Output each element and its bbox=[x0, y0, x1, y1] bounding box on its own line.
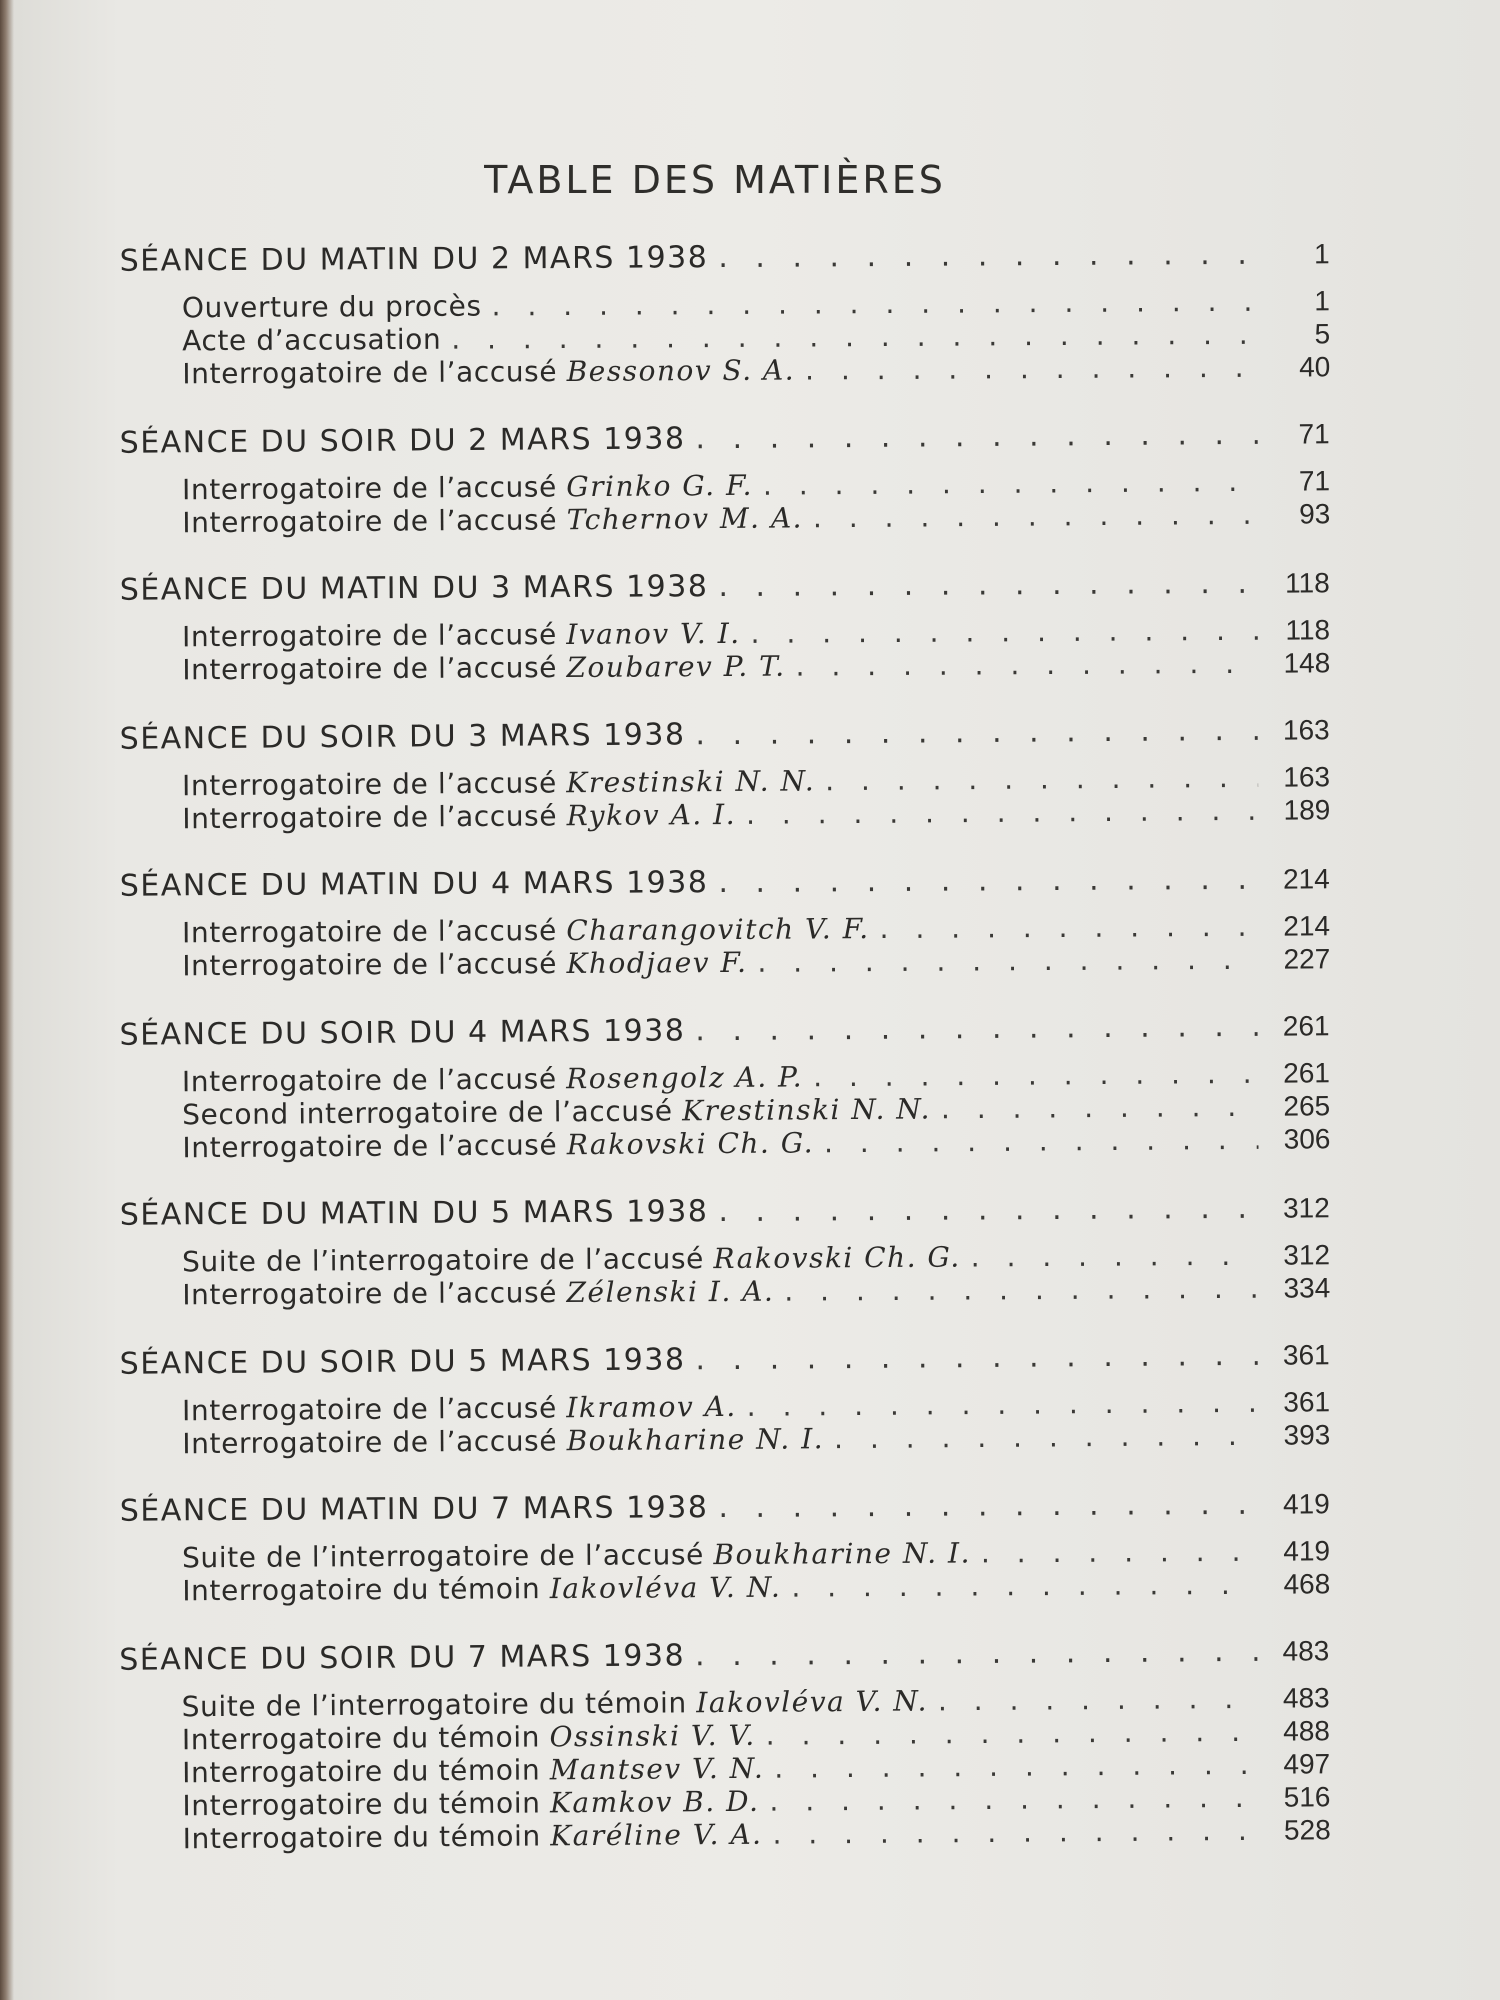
toc-entry bbox=[120, 1271, 1330, 1311]
dot-leader bbox=[786, 647, 1259, 683]
entry-label bbox=[182, 1126, 814, 1164]
entry-text: Interrogatoire de l’accusé bbox=[182, 650, 567, 687]
entry-person-name: Iakovléva V. N. bbox=[549, 1570, 782, 1606]
section-page-number: 118 bbox=[1285, 567, 1330, 599]
entry-label bbox=[182, 912, 870, 949]
entry-person-name: Bessonov S. A. bbox=[566, 353, 796, 388]
entry-text: Interrogatoire de l’accusé bbox=[181, 913, 567, 950]
entry-label bbox=[182, 501, 803, 539]
table-of-contents bbox=[120, 240, 1330, 1885]
page-binding-edge bbox=[0, 0, 14, 2000]
entry-page-number: 483 bbox=[1282, 1682, 1330, 1714]
dot-leader bbox=[708, 862, 1258, 900]
entry-text: Interrogatoire de l’accusé bbox=[182, 503, 567, 540]
entry-text: Interrogatoire du témoin bbox=[182, 1786, 551, 1823]
dot-leader bbox=[741, 614, 1259, 650]
section-heading-row bbox=[120, 1486, 1330, 1537]
entry-person-name: Krestinski N. N. bbox=[566, 764, 816, 800]
dot-leader bbox=[824, 1419, 1258, 1455]
entry-page-number: 306 bbox=[1283, 1123, 1331, 1155]
entry-page-number: 93 bbox=[1299, 498, 1331, 530]
entry-page-number: 163 bbox=[1283, 761, 1331, 793]
dot-leader bbox=[781, 1568, 1258, 1604]
entry-label bbox=[182, 764, 815, 802]
section-heading-row bbox=[120, 416, 1330, 470]
entry-text: Acte d’accusation bbox=[182, 322, 442, 358]
entry-page-number: 40 bbox=[1299, 351, 1331, 383]
entry-page-number: 148 bbox=[1283, 647, 1331, 679]
entry-label bbox=[182, 1752, 764, 1790]
entry-label bbox=[182, 1241, 961, 1279]
dot-leader bbox=[747, 943, 1258, 979]
entry-text: Interrogatoire de l’accusé bbox=[182, 799, 567, 836]
section-page-number: 71 bbox=[1298, 418, 1330, 450]
dot-leader bbox=[931, 1090, 1258, 1126]
entry-page-number: 361 bbox=[1283, 1386, 1331, 1418]
entry-page-number: 393 bbox=[1283, 1419, 1331, 1451]
entry-text: Interrogatoire de l’accusé bbox=[182, 354, 567, 391]
toc-section bbox=[120, 861, 1331, 982]
dot-leader bbox=[737, 1386, 1259, 1423]
entry-page-number: 1 bbox=[1314, 285, 1331, 317]
entry-text: Interrogatoire de l’accusé bbox=[181, 766, 567, 803]
dot-leader bbox=[870, 910, 1259, 945]
dot-leader bbox=[708, 1487, 1258, 1525]
section-heading-row bbox=[119, 1633, 1329, 1687]
section-heading-row bbox=[120, 1337, 1330, 1391]
dot-leader bbox=[764, 1748, 1258, 1785]
entry-label bbox=[182, 469, 753, 506]
entry-text: Interrogatoire de l’accusé bbox=[182, 946, 567, 983]
entry-text: Interrogatoire du témoin bbox=[181, 1720, 550, 1757]
toc-section bbox=[120, 1486, 1331, 1607]
entry-text: Interrogatoire du témoin bbox=[182, 1572, 550, 1608]
entry-page-number: 118 bbox=[1285, 614, 1331, 646]
section-page-number: 163 bbox=[1282, 714, 1330, 746]
entry-page-number: 71 bbox=[1298, 465, 1331, 497]
entry-label bbox=[182, 1536, 971, 1574]
entry-label bbox=[182, 650, 786, 687]
section-heading-row bbox=[120, 236, 1330, 287]
toc-section bbox=[120, 236, 1331, 390]
toc-section bbox=[120, 565, 1331, 686]
entry-text: Interrogatoire du témoin bbox=[182, 1819, 551, 1856]
entry-person-name: Zoubarev P. T. bbox=[566, 649, 786, 684]
entry-text: Ouverture du procès bbox=[181, 289, 482, 325]
entry-person-name: Khodjaev F. bbox=[566, 945, 748, 980]
entry-person-name: Krestinski N. N. bbox=[682, 1092, 932, 1128]
section-heading: SÉANCE DU MATIN DU 3 MARS 1938 bbox=[119, 569, 709, 608]
entry-label bbox=[182, 1275, 774, 1312]
section-heading: SÉANCE DU SOIR DU 5 MARS 1938 bbox=[119, 1342, 686, 1382]
entry-page-number: 419 bbox=[1283, 1535, 1331, 1567]
entry-text: Interrogatoire de l’accusé bbox=[181, 470, 567, 507]
dot-leader bbox=[708, 1191, 1258, 1229]
entry-label bbox=[182, 354, 795, 391]
entry-label bbox=[182, 946, 747, 982]
section-page-number: 361 bbox=[1282, 1339, 1330, 1371]
entry-label bbox=[182, 289, 482, 324]
toc-entry bbox=[120, 1567, 1330, 1607]
dot-leader bbox=[753, 465, 1258, 502]
page-title: TABLE DES MATIÈRES bbox=[484, 158, 946, 202]
entry-person-name: Kamkov B. D. bbox=[549, 1784, 760, 1820]
dot-leader bbox=[814, 1123, 1259, 1159]
entry-text: Suite de l’interrogatoire du témoin bbox=[181, 1686, 697, 1724]
entry-label bbox=[182, 617, 741, 653]
section-heading-row bbox=[119, 1008, 1329, 1062]
entry-person-name: Zélenski I. A. bbox=[566, 1274, 775, 1309]
entry-person-name: Boukharine N. I. bbox=[566, 1422, 825, 1458]
entry-page-number: 528 bbox=[1283, 1814, 1331, 1846]
section-heading: SÉANCE DU SOIR DU 4 MARS 1938 bbox=[119, 1013, 686, 1053]
entry-label bbox=[182, 1390, 737, 1427]
entry-page-number: 334 bbox=[1283, 1272, 1331, 1304]
dot-leader bbox=[685, 1338, 1257, 1377]
section-heading: SÉANCE DU MATIN DU 7 MARS 1938 bbox=[119, 1490, 709, 1529]
entry-label bbox=[183, 1818, 763, 1856]
section-heading: SÉANCE DU SOIR DU 7 MARS 1938 bbox=[119, 1638, 686, 1678]
entry-text: Suite de l’interrogatoire de l’accusé bbox=[181, 1538, 714, 1575]
dot-leader bbox=[441, 318, 1258, 356]
section-heading-row bbox=[120, 712, 1330, 766]
dot-leader bbox=[815, 761, 1258, 797]
entry-page-number: 497 bbox=[1283, 1748, 1331, 1780]
entry-label bbox=[182, 1719, 756, 1757]
dot-leader bbox=[685, 1009, 1257, 1048]
section-heading-row bbox=[120, 1190, 1330, 1241]
entry-person-name: Rykov A. I. bbox=[566, 797, 737, 833]
dot-leader bbox=[708, 237, 1258, 275]
dot-leader bbox=[971, 1535, 1258, 1570]
dot-leader bbox=[795, 351, 1258, 387]
entry-label bbox=[182, 1785, 759, 1823]
dot-leader bbox=[756, 1715, 1258, 1752]
section-page-number: 261 bbox=[1282, 1010, 1330, 1042]
entry-person-name: Charangovitch V. F. bbox=[566, 912, 870, 947]
dot-leader bbox=[685, 417, 1257, 456]
entry-page-number: 189 bbox=[1283, 794, 1331, 826]
dot-leader bbox=[759, 1781, 1258, 1818]
entry-page-number: 312 bbox=[1283, 1239, 1331, 1271]
entry-person-name: Rakovski Ch. G. bbox=[713, 1240, 961, 1276]
section-page-number: 1 bbox=[1313, 238, 1330, 270]
section-page-number: 483 bbox=[1282, 1635, 1330, 1667]
entry-label bbox=[182, 1422, 824, 1460]
toc-section bbox=[120, 1337, 1331, 1460]
entry-text: Interrogatoire de l’accusé bbox=[181, 617, 567, 654]
entry-person-name: Grinko G. F. bbox=[566, 468, 754, 504]
toc-section bbox=[119, 1008, 1330, 1164]
section-page-number: 419 bbox=[1282, 1488, 1330, 1520]
entry-page-number: 516 bbox=[1283, 1781, 1331, 1813]
entry-person-name: Mantsev V. N. bbox=[549, 1751, 765, 1787]
section-heading: SÉANCE DU SOIR DU 3 MARS 1938 bbox=[119, 717, 686, 757]
entry-page-number: 488 bbox=[1283, 1715, 1331, 1747]
toc-section bbox=[120, 712, 1331, 835]
toc-entry bbox=[120, 350, 1330, 390]
section-heading: SÉANCE DU SOIR DU 2 MARS 1938 bbox=[119, 421, 686, 461]
entry-label bbox=[182, 1060, 803, 1098]
section-heading-row bbox=[120, 861, 1330, 912]
entry-page-number: 261 bbox=[1283, 1057, 1331, 1089]
entry-text: Interrogatoire de l’accusé bbox=[181, 1391, 567, 1428]
entry-text: Interrogatoire de l’accusé bbox=[182, 1128, 567, 1165]
entry-text: Interrogatoire de l’accusé bbox=[181, 1062, 567, 1099]
dot-leader bbox=[685, 713, 1257, 752]
dot-leader bbox=[685, 1634, 1257, 1673]
section-heading-row bbox=[120, 565, 1330, 616]
entry-person-name: Ikramov A. bbox=[566, 1389, 737, 1425]
entry-person-name: Rakovski Ch. G. bbox=[566, 1126, 815, 1162]
dot-leader bbox=[774, 1272, 1258, 1308]
entry-text: Suite de l’interrogatoire de l’accusé bbox=[181, 1242, 714, 1279]
dot-leader bbox=[762, 1814, 1258, 1851]
entry-person-name: Tchernov M. A. bbox=[566, 501, 804, 537]
toc-entry bbox=[120, 942, 1330, 982]
section-page-number: 312 bbox=[1282, 1192, 1330, 1224]
toc-section bbox=[119, 1633, 1331, 1855]
toc-section bbox=[120, 1190, 1331, 1311]
entry-person-name: Ivanov V. I. bbox=[566, 616, 741, 651]
dot-leader bbox=[803, 498, 1259, 535]
section-heading: SÉANCE DU MATIN DU 5 MARS 1938 bbox=[119, 1194, 709, 1233]
entry-text: Interrogatoire de l’accusé bbox=[182, 1424, 567, 1461]
dot-leader bbox=[961, 1239, 1259, 1274]
entry-page-number: 214 bbox=[1283, 910, 1331, 942]
toc-section bbox=[120, 416, 1331, 539]
section-page-number: 214 bbox=[1282, 863, 1330, 895]
entry-label bbox=[182, 323, 441, 358]
dot-leader bbox=[736, 794, 1259, 831]
dot-leader bbox=[708, 566, 1258, 604]
entry-person-name: Karéline V. A. bbox=[550, 1817, 763, 1853]
entry-text: Interrogatoire du témoin bbox=[182, 1753, 550, 1790]
entry-person-name: Rosengolz A. P. bbox=[566, 1060, 804, 1096]
entry-page-number: 265 bbox=[1283, 1090, 1331, 1122]
toc-entry bbox=[120, 646, 1330, 686]
dot-leader bbox=[928, 1682, 1258, 1718]
entry-page-number: 5 bbox=[1314, 318, 1331, 350]
entry-label bbox=[182, 1571, 781, 1608]
entry-text: Second interrogatoire de l’accusé bbox=[182, 1094, 683, 1132]
entry-person-name: Ossinski V. V. bbox=[549, 1718, 756, 1754]
section-heading: SÉANCE DU MATIN DU 2 MARS 1938 bbox=[119, 240, 709, 279]
entry-label bbox=[182, 798, 736, 835]
entry-person-name: Boukharine N. I. bbox=[713, 1536, 972, 1572]
entry-page-number: 468 bbox=[1283, 1568, 1331, 1600]
entry-text: Interrogatoire de l’accusé bbox=[182, 1275, 567, 1312]
entry-page-number: 227 bbox=[1283, 943, 1331, 975]
dot-leader bbox=[803, 1057, 1258, 1094]
entry-person-name: Iakovléva V. N. bbox=[696, 1684, 929, 1720]
section-heading: SÉANCE DU MATIN DU 4 MARS 1938 bbox=[119, 865, 709, 904]
dot-leader bbox=[482, 285, 1259, 323]
